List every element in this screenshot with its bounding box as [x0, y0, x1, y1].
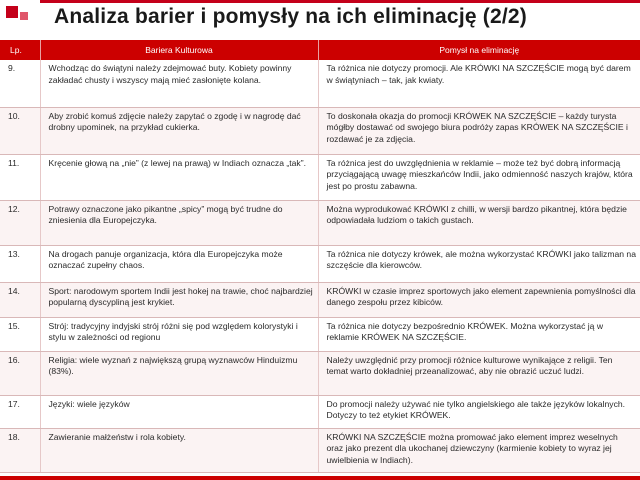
barrier-cell: Wchodząc do świątyni należy zdejmować buty. Kobiety powinny zakładać chusty i wszyscy mają mieć zasłonięte kolana.	[40, 60, 318, 107]
solution-cell: Ta różnica nie dotyczy krówek, ale można wykorzystać KRÓWKI jako talizman na szczęście dla kierowców.	[318, 245, 640, 282]
row-number: 17.	[0, 395, 40, 428]
column-header-pomysl: Pomysł na eliminację	[318, 40, 640, 60]
row-number: 16.	[0, 351, 40, 395]
row-number: 11.	[0, 154, 40, 200]
barrier-cell: Zawieranie małżeństw i rola kobiety.	[40, 428, 318, 472]
barrier-cell: Sport: narodowym sportem Indii jest hokej na trawie, choć najbardziej popularną dyscypliną jest krykiet.	[40, 282, 318, 317]
table-header-row	[0, 40, 640, 60]
barriers-table	[0, 40, 640, 473]
solution-cell: Ta różnica nie dotyczy promocji. Ale KRÓWKI NA SZCZĘŚCIE mogą być darem w świątyniach – tak, jak kwiaty.	[318, 60, 640, 107]
table-body	[0, 60, 640, 472]
logo-square-primary	[6, 6, 18, 18]
solution-cell: Należy uwzględnić przy promocji różnice kulturowe wynikające z religii. Ten temat warto dokładniej przeanalizować, aby nie obrazić uczuć ludzi.	[318, 351, 640, 395]
solution-cell: Ta różnica nie dotyczy bezpośrednio KRÓWEK. Można wykorzystać ją w reklamie KRÓWEK NA SZCZĘŚCIE.	[318, 317, 640, 351]
barrier-cell: Aby zrobić komuś zdjęcie należy zapytać o zgodę i w nagrodę dać drobny upominek, na przykład cukierka.	[40, 107, 318, 154]
logo-square-secondary	[20, 12, 28, 20]
table-header	[0, 40, 640, 60]
row-number: 10.	[0, 107, 40, 154]
table-row	[0, 395, 640, 428]
table-row	[0, 60, 640, 107]
table-row	[0, 317, 640, 351]
table-row	[0, 200, 640, 245]
table-row	[0, 282, 640, 317]
row-number: 13.	[0, 245, 40, 282]
table-row	[0, 351, 640, 395]
column-header-lp: Lp.	[0, 40, 40, 60]
solution-cell: Można wyprodukować KRÓWKI z chilli, w wersji bardzo pikantnej, która będzie odpowiadała ludziom o takich gustach.	[318, 200, 640, 245]
table-row	[0, 245, 640, 282]
barrier-cell: Języki: wiele języków	[40, 395, 318, 428]
table-row	[0, 107, 640, 154]
solution-cell: KRÓWKI NA SZCZĘŚCIE można promować jako element imprez weselnych oraz jako prezent dla ukochanej dziewczyny (karmienie kobiety to wyraz jej uwielbienia w Indiach).	[318, 428, 640, 472]
solution-cell: To doskonała okazja do promocji KRÓWEK NA SZCZĘŚCIE – każdy turysta mógłby dostawać od swojego biura podróży zapas KRÓWEK NA SZCZĘŚCIE i rozdawać je za zdjęcia.	[318, 107, 640, 154]
barrier-cell: Na drogach panuje organizacja, która dla Europejczyka może oznaczać zupełny chaos.	[40, 245, 318, 282]
column-header-bariera: Bariera Kulturowa	[40, 40, 318, 60]
barrier-cell: Strój: tradycyjny indyjski strój różni się pod względem kolorystyki i stylu w zależności od regionu	[40, 317, 318, 351]
solution-cell: Do promocji należy używać nie tylko angielskiego ale także języków lokalnych. Dotyczy to też etykiet KRÓWEK.	[318, 395, 640, 428]
row-number: 14.	[0, 282, 40, 317]
row-number: 15.	[0, 317, 40, 351]
barrier-cell: Kręcenie głową na „nie” (z lewej na prawą) w Indiach oznacza „tak”.	[40, 154, 318, 200]
solution-cell: Ta różnica jest do uwzględnienia w reklamie – może też być dobrą informacją przyciągającą uwagę mieszkańców Indii, jako odmienność naszych krajów, która jest po prostu zabawna.	[318, 154, 640, 200]
row-number: 12.	[0, 200, 40, 245]
table-row	[0, 154, 640, 200]
logo-icon	[0, 0, 40, 38]
bottom-accent-bar	[0, 476, 640, 480]
row-number: 18.	[0, 428, 40, 472]
solution-cell: KRÓWKI w czasie imprez sportowych jako element zapewnienia pomyślności dla danego zespołu przez kibiców.	[318, 282, 640, 317]
row-number: 9.	[0, 60, 40, 107]
barrier-cell: Religia: wiele wyznań z największą grupą wyznawców Hinduizmu (83%).	[40, 351, 318, 395]
barrier-cell: Potrawy oznaczone jako pikantne „spicy” mogą być trudne do zniesienia dla Europejczyka.	[40, 200, 318, 245]
table-row	[0, 428, 640, 472]
page-title: Analiza barier i pomysły na ich eliminację (2/2)	[54, 5, 527, 28]
